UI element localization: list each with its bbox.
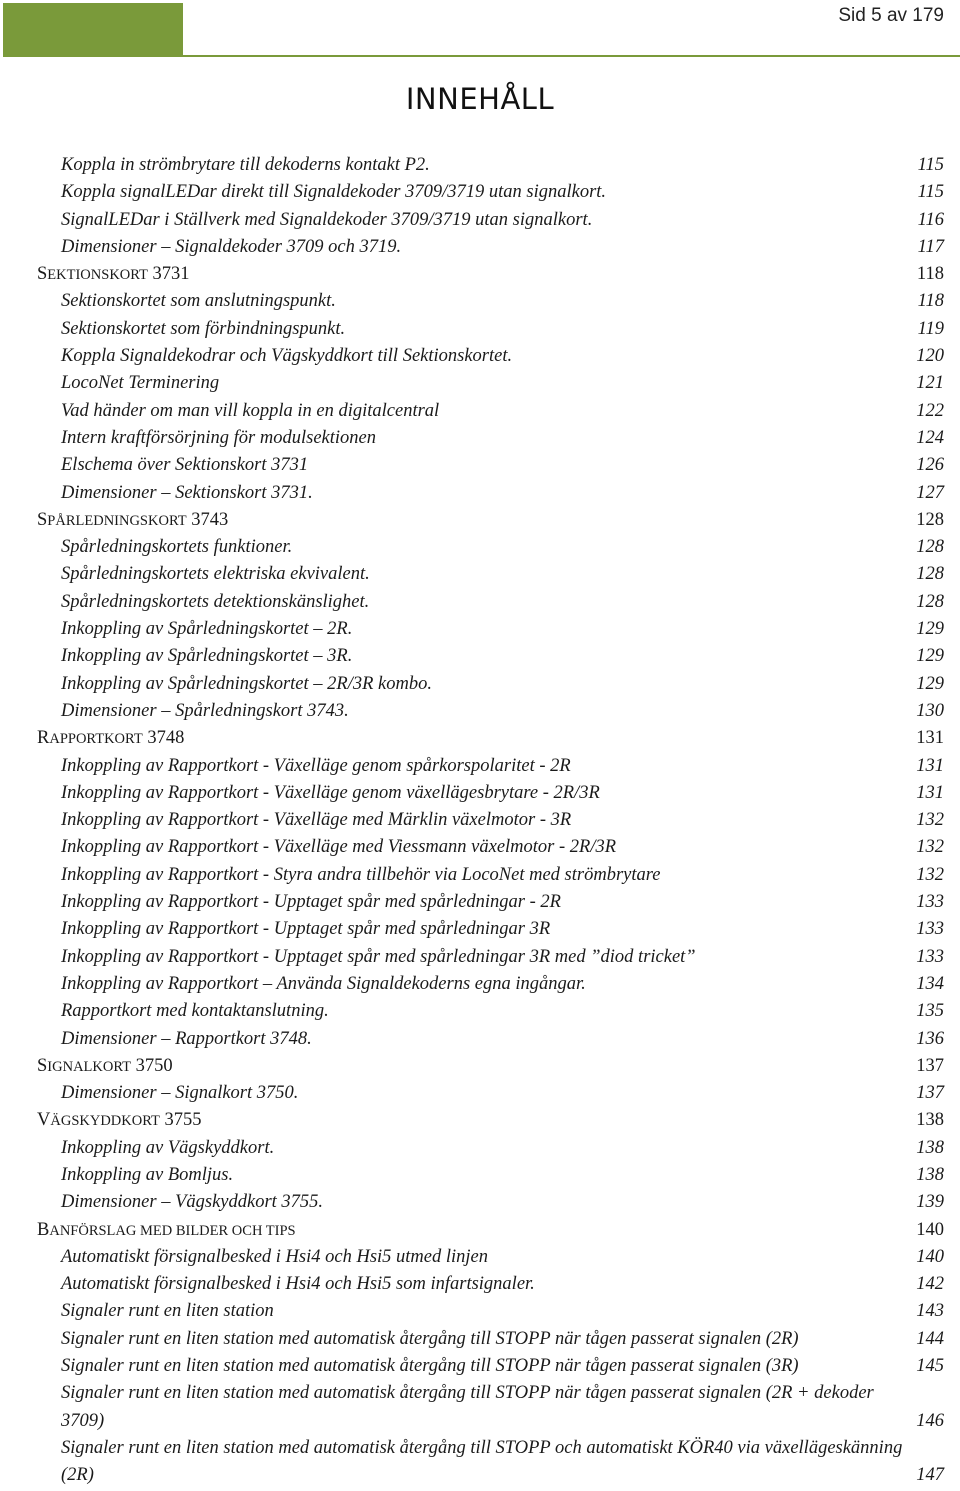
toc-page-number: 137 (916, 1083, 944, 1104)
toc-entry-title: Intern kraftförsörjning för modulsektionen (61, 427, 376, 448)
toc-entry[interactable] (0, 207, 960, 234)
toc-entry-title (37, 1053, 173, 1081)
toc-page-number: 138 (916, 1164, 944, 1185)
toc-entry-title (37, 1107, 202, 1135)
toc-page-number: 131 (916, 728, 944, 749)
toc-section-entry[interactable] (0, 1053, 960, 1080)
toc-entry-title: Signaler runt en liten station med automatisk återgång till STOPP när tågen passerat signalen (2R) (61, 1328, 799, 1349)
toc-page-number: 129 (916, 619, 944, 640)
toc-entry-title: Dimensioner – Signaldekoder 3709 och 3719. (61, 236, 402, 257)
toc-entry[interactable] (0, 889, 960, 916)
toc-entry[interactable] (0, 1162, 960, 1189)
toc-entry-title: Inkoppling av Rapportkort – Använda Signaldekoderns egna ingångar. (61, 973, 586, 994)
toc-entry-title: Inkoppling av Rapportkort - Växelläge genom spårkorspolaritet - 2R (61, 755, 571, 776)
toc-page-number: 146 (916, 1410, 944, 1431)
toc-title-smallcaps: PÅRLEDNINGSKORT (47, 512, 187, 529)
toc-entry[interactable] (0, 1353, 960, 1380)
toc-page-number: 135 (916, 1001, 944, 1022)
toc-entry-title: Inkoppling av Rapportkort - Upptaget spår med spårledningar 3R med ”diod tricket” (61, 946, 696, 967)
toc-entry[interactable] (0, 179, 960, 206)
toc-entry-title: Koppla signalLEDar direkt till Signaldekoder 3709/3719 utan signalkort. (61, 182, 607, 203)
toc-entry-title: Koppla Signaldekodrar och Vägskyddkort till Sektionskortet. (61, 346, 513, 367)
toc-section-entry[interactable] (0, 1217, 960, 1244)
toc-entry-title: Inkoppling av Vägskyddkort. (61, 1137, 275, 1158)
toc-entry-title: Rapportkort med kontaktanslutning. (61, 1001, 329, 1022)
toc-entry[interactable] (0, 480, 960, 507)
toc-entry[interactable] (0, 425, 960, 452)
toc-entry[interactable] (0, 834, 960, 861)
toc-entry[interactable] (0, 1435, 960, 1490)
toc-entry-title (37, 261, 190, 289)
toc-section-entry[interactable] (0, 1107, 960, 1134)
header-accent-block (3, 3, 183, 57)
toc-entry-title: Dimensioner – Rapportkort 3748. (61, 1028, 312, 1049)
toc-entry[interactable] (0, 452, 960, 479)
toc-entry[interactable] (0, 288, 960, 315)
toc-entry-title (37, 507, 228, 535)
toc-page-number: 132 (916, 837, 944, 858)
toc-entry-title: Signaler runt en liten station med automatisk återgång till STOPP och automatiskt KÖR40 via växellägeskänning (2R) (61, 1437, 903, 1486)
toc-page-number: 128 (916, 537, 944, 558)
toc-page-number: 138 (916, 1110, 944, 1131)
toc-entry[interactable] (0, 998, 960, 1025)
toc-title-rest: 3748 (142, 728, 185, 749)
toc-page-number: 121 (916, 373, 944, 394)
toc-page-number: 131 (916, 755, 944, 776)
toc-entry-title: Inkoppling av Rapportkort - Upptaget spår med spårledningar 3R (61, 919, 551, 940)
toc-entry-title: Automatiskt försignalbesked i Hsi4 och Hsi5 utmed linjen (61, 1246, 488, 1267)
toc-title-initial: S (37, 264, 48, 285)
toc-entry[interactable] (0, 643, 960, 670)
toc-title-initial: R (37, 728, 50, 749)
toc-entry-title: Vad händer om man vill koppla in en digitalcentral (61, 400, 440, 421)
toc-entry[interactable] (0, 561, 960, 588)
toc-page-number: 143 (916, 1301, 944, 1322)
toc-page-number: 129 (916, 673, 944, 694)
toc-entry[interactable] (0, 534, 960, 561)
toc-entry[interactable] (0, 862, 960, 889)
toc-entry-title: Inkoppling av Spårledningskortet – 3R. (61, 646, 353, 667)
toc-title-initial: S (37, 1055, 48, 1076)
toc-entry-title: Inkoppling av Bomljus. (61, 1164, 234, 1185)
toc-entry[interactable] (0, 671, 960, 698)
toc-entry-title: Elschema över Sektionskort 3731 (61, 455, 309, 476)
toc-entry-title: Dimensioner – Sektionskort 3731. (61, 482, 313, 503)
toc-entry[interactable] (0, 1244, 960, 1271)
toc-page-number: 133 (916, 946, 944, 967)
table-of-contents (0, 152, 960, 1490)
toc-page-number: 116 (917, 209, 944, 230)
toc-entry[interactable] (0, 398, 960, 425)
toc-page-number: 129 (916, 646, 944, 667)
toc-entry-title: Automatiskt försignalbesked i Hsi4 och Hsi5 som infartsignaler. (61, 1274, 535, 1295)
toc-entry-title: Inkoppling av Spårledningskortet – 2R/3R kombo. (61, 673, 432, 694)
toc-entry-title: Signaler runt en liten station med automatisk återgång till STOPP när tågen passerat signalen (2R + dekoder 3709) (61, 1383, 874, 1431)
toc-page-number: 133 (916, 892, 944, 913)
toc-title-smallcaps: APPORTKORT (49, 731, 143, 748)
toc-entry[interactable] (0, 944, 960, 971)
toc-section-entry[interactable] (0, 507, 960, 534)
toc-title-smallcaps: ÄGSKYDDKORT (50, 1113, 160, 1130)
toc-entry-title: Inkoppling av Rapportkort - Upptaget spår med spårledningar - 2R (61, 892, 561, 913)
toc-page-number: 134 (916, 973, 944, 994)
toc-page-number: 137 (916, 1055, 944, 1076)
toc-entry[interactable] (0, 152, 960, 179)
toc-entry-title: Dimensioner – Vägskyddkort 3755. (61, 1192, 324, 1213)
toc-entry-title: Sektionskortet som anslutningspunkt. (61, 291, 336, 312)
toc-entry-title (37, 725, 184, 753)
toc-section-entry[interactable] (0, 261, 960, 288)
toc-page-number: 131 (916, 782, 944, 803)
toc-entry[interactable] (0, 1080, 960, 1107)
toc-title-rest: 3755 (159, 1110, 202, 1131)
toc-entry-title: Dimensioner – Spårledningskort 3743. (61, 700, 349, 721)
toc-page-number: 128 (916, 509, 944, 530)
toc-entry-title: Inkoppling av Rapportkort - Växelläge med Viessmann växelmotor - 2R/3R (61, 837, 617, 858)
toc-page-number: 136 (916, 1028, 944, 1049)
toc-entry[interactable] (0, 698, 960, 725)
toc-page-number: 140 (916, 1246, 944, 1267)
toc-page-number: 138 (916, 1137, 944, 1158)
toc-entry[interactable] (0, 234, 960, 261)
toc-page-number: 117 (917, 236, 944, 257)
toc-title-smallcaps: ANFÖRSLAG MED BILDER OCH TIPS (49, 1222, 296, 1239)
toc-entry[interactable] (0, 807, 960, 834)
toc-entry-title: Inkoppling av Rapportkort - Styra andra tillbehör via LocoNet med strömbrytare (61, 864, 661, 885)
toc-entry-title: Sektionskortet som förbindningspunkt. (61, 318, 346, 339)
toc-page-number: 147 (916, 1465, 944, 1486)
toc-page-number: 124 (916, 427, 944, 448)
toc-entry[interactable] (0, 589, 960, 616)
toc-entry-title: SignalLEDar i Ställverk med Signaldekoder 3709/3719 utan signalkort. (61, 209, 593, 230)
toc-page-number: 144 (916, 1328, 944, 1349)
toc-entry-title: Spårledningskortets detektionskänslighet. (61, 591, 370, 612)
toc-page-number: 120 (916, 346, 944, 367)
page-number: Sid 5 av 179 (838, 5, 944, 26)
toc-entry-title: Koppla in strömbrytare till dekoderns kontakt P2. (61, 155, 430, 175)
toc-entry[interactable] (0, 343, 960, 370)
toc-page-number: 128 (916, 564, 944, 585)
toc-page-number: 118 (917, 291, 944, 312)
toc-section-entry[interactable] (0, 725, 960, 752)
toc-entry[interactable] (0, 370, 960, 397)
toc-entry[interactable] (0, 1026, 960, 1053)
toc-entry[interactable] (0, 780, 960, 807)
toc-entry-title: Signaler runt en liten station med automatisk återgång till STOPP när tågen passerat signalen (3R) (61, 1356, 799, 1377)
toc-title-rest: 3743 (186, 509, 229, 530)
toc-entry[interactable] (0, 753, 960, 780)
toc-page-number: 133 (916, 919, 944, 940)
toc-entry[interactable] (0, 1326, 960, 1353)
toc-entry-title: Inkoppling av Spårledningskortet – 2R. (61, 619, 353, 640)
toc-title-smallcaps: EKTIONSKORT (47, 267, 148, 284)
toc-entry[interactable] (0, 971, 960, 998)
toc-entry-title: Spårledningskortets elektriska ekvivalent. (61, 564, 370, 585)
toc-page-number: 118 (916, 264, 944, 285)
toc-entry[interactable] (0, 916, 960, 943)
toc-page-number: 132 (916, 864, 944, 885)
toc-page-number: 115 (917, 182, 944, 203)
toc-page-number: 139 (916, 1192, 944, 1213)
toc-entry-title: LocoNet Terminering (61, 373, 220, 394)
toc-title-rest: 3731 (147, 264, 190, 285)
toc-title-initial: B (37, 1219, 50, 1240)
toc-page-number: 122 (916, 400, 944, 421)
toc-entry-title: Inkoppling av Rapportkort - Växelläge genom växellägesbrytare - 2R/3R (61, 782, 600, 803)
toc-page-number: 145 (916, 1356, 944, 1377)
toc-entry-title (37, 1217, 296, 1245)
toc-entry-title: Signaler runt en liten station (61, 1301, 274, 1322)
toc-title-rest: 3750 (131, 1055, 173, 1076)
toc-title-initial: S (37, 509, 48, 530)
toc-entry[interactable] (0, 1189, 960, 1216)
toc-entry[interactable] (0, 1135, 960, 1162)
toc-page-number: 132 (916, 810, 944, 831)
toc-title-smallcaps: IGNALKORT (47, 1058, 131, 1075)
toc-entry-title: Dimensioner – Signalkort 3750. (61, 1083, 299, 1104)
toc-page-number: 130 (916, 700, 944, 721)
toc-page-number: 127 (916, 482, 944, 503)
page-title: INNEHÅLL (405, 82, 555, 116)
toc-entry-title: Inkoppling av Rapportkort - Växelläge med Märklin växelmotor - 3R (61, 810, 572, 831)
toc-entry-title: Spårledningskortets funktioner. (61, 537, 293, 558)
header-accent-line (183, 55, 960, 57)
toc-entry[interactable] (0, 316, 960, 343)
toc-entry[interactable] (0, 1298, 960, 1325)
toc-page-number: 142 (916, 1274, 944, 1295)
toc-page-number: 128 (916, 591, 944, 612)
toc-entry[interactable] (0, 616, 960, 643)
toc-page-number: 115 (917, 155, 944, 175)
toc-title-initial: V (37, 1110, 51, 1131)
toc-page-number: 119 (917, 318, 944, 339)
page-header (0, 0, 960, 58)
toc-entry[interactable] (0, 1271, 960, 1298)
toc-entry[interactable] (0, 1380, 960, 1435)
toc-page-number: 140 (916, 1219, 944, 1240)
toc-page-number: 126 (916, 455, 944, 476)
